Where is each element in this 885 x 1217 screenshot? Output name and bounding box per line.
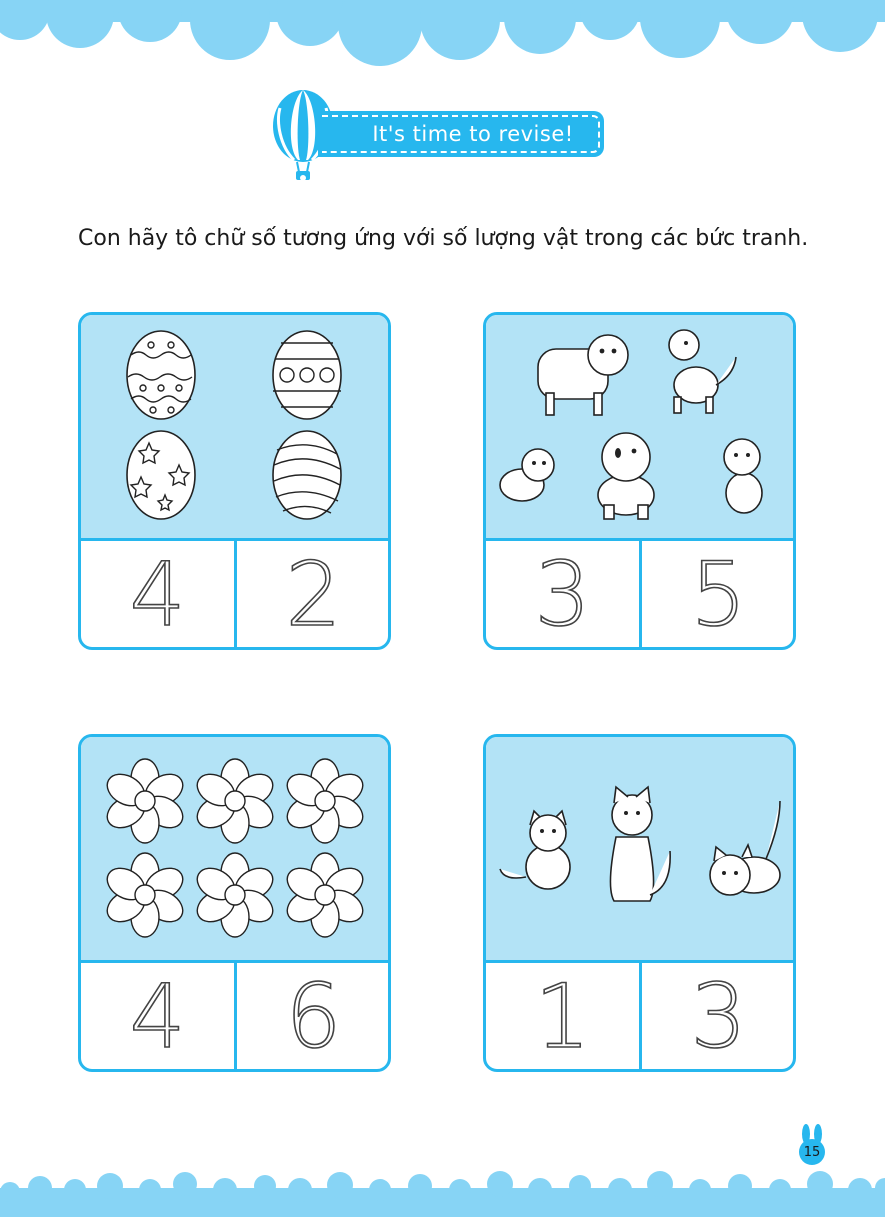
exercise-card-flowers [78,734,391,1072]
traceable-digit[interactable]: 4 [129,542,186,646]
answer-cell-right[interactable] [237,963,390,1069]
answer-cell-left[interactable] [81,541,237,647]
flower [282,853,369,937]
cloud-border-top [0,0,885,70]
page-title: It's time to revise! [372,122,574,146]
exercise-card-eggs [78,312,391,650]
dogs-icon [486,315,793,538]
exercise-card-cats [483,734,796,1072]
eggs-icon [81,315,388,538]
traceable-digit[interactable]: 3 [690,964,747,1068]
instruction-text: Con hãy tô chữ số tương ứng với số lượng vật trong các bức tranh. [78,226,809,251]
cats-icon [486,737,793,960]
cats-picture [486,737,793,963]
flowers-icon [81,737,388,960]
traceable-digit[interactable]: 4 [129,964,186,1068]
traceable-digit[interactable]: 2 [285,542,342,646]
flower [192,759,279,843]
answer-cell-left[interactable] [81,963,237,1069]
flower [192,853,279,937]
flower [102,759,189,843]
exercise-card-dogs [483,312,796,650]
page-number: 15 [803,1144,821,1160]
answer-cell-left[interactable] [486,541,642,647]
traceable-digit[interactable]: 3 [534,542,591,646]
answer-cell-right[interactable] [642,541,795,647]
traceable-digit[interactable]: 5 [690,542,747,646]
eggs-picture [81,315,388,541]
answer-cell-right[interactable] [237,541,390,647]
dogs-picture [486,315,793,541]
title-banner [318,111,604,157]
flowers-picture [81,737,388,963]
answer-cell-right[interactable] [642,963,795,1069]
flower [282,759,369,843]
answer-cell-left[interactable] [486,963,642,1069]
traceable-digit[interactable]: 6 [285,964,342,1068]
flower [102,853,189,937]
traceable-digit[interactable]: 1 [534,964,591,1068]
cloud-border-bottom [0,1160,885,1217]
